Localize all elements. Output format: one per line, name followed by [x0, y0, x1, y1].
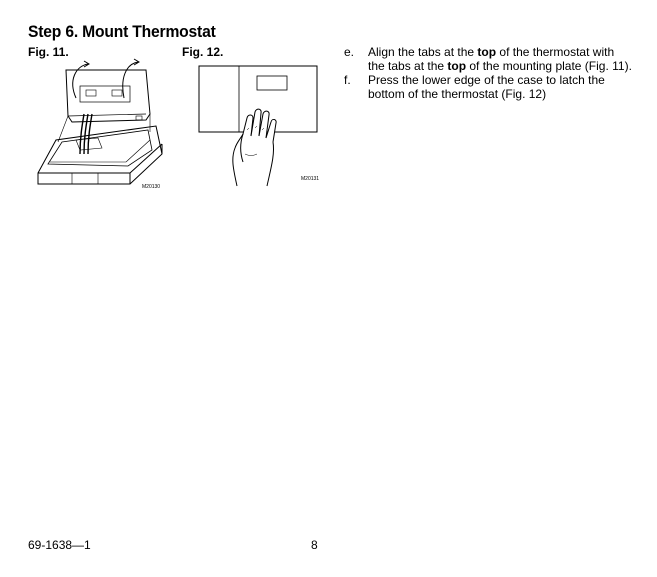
page-number: 8: [311, 538, 318, 552]
step-text-part: Align the tabs at the: [368, 45, 478, 59]
step-emphasis: top: [477, 45, 497, 59]
step-item: [344, 73, 634, 101]
fig-12-label: Fig. 12.: [182, 45, 224, 59]
step-emphasis: top: [447, 59, 467, 73]
step-marker: e.: [344, 45, 355, 59]
fig-12-code: M20131: [301, 176, 320, 182]
fig-11-label: Fig. 11.: [28, 45, 69, 59]
step-marker: f.: [344, 73, 351, 87]
step-text: Press the lower edge of the case to latch the bottom of the thermostat (Fig. 12): [368, 73, 605, 101]
document-number: 69-1638—1: [28, 538, 91, 552]
fig-12-illustration: [185, 58, 325, 188]
step-text-part: of the mounting plate (Fig. 11).: [466, 59, 632, 73]
step-text-part: of the thermostat with the tabs at the: [368, 45, 615, 73]
step-item: [344, 45, 634, 73]
page-heading: Step 6. Mount Thermostat: [28, 22, 216, 41]
fig-11-illustration: [28, 58, 168, 194]
instruction-steps: [344, 45, 634, 101]
fig-11-code: M20130: [142, 184, 161, 190]
